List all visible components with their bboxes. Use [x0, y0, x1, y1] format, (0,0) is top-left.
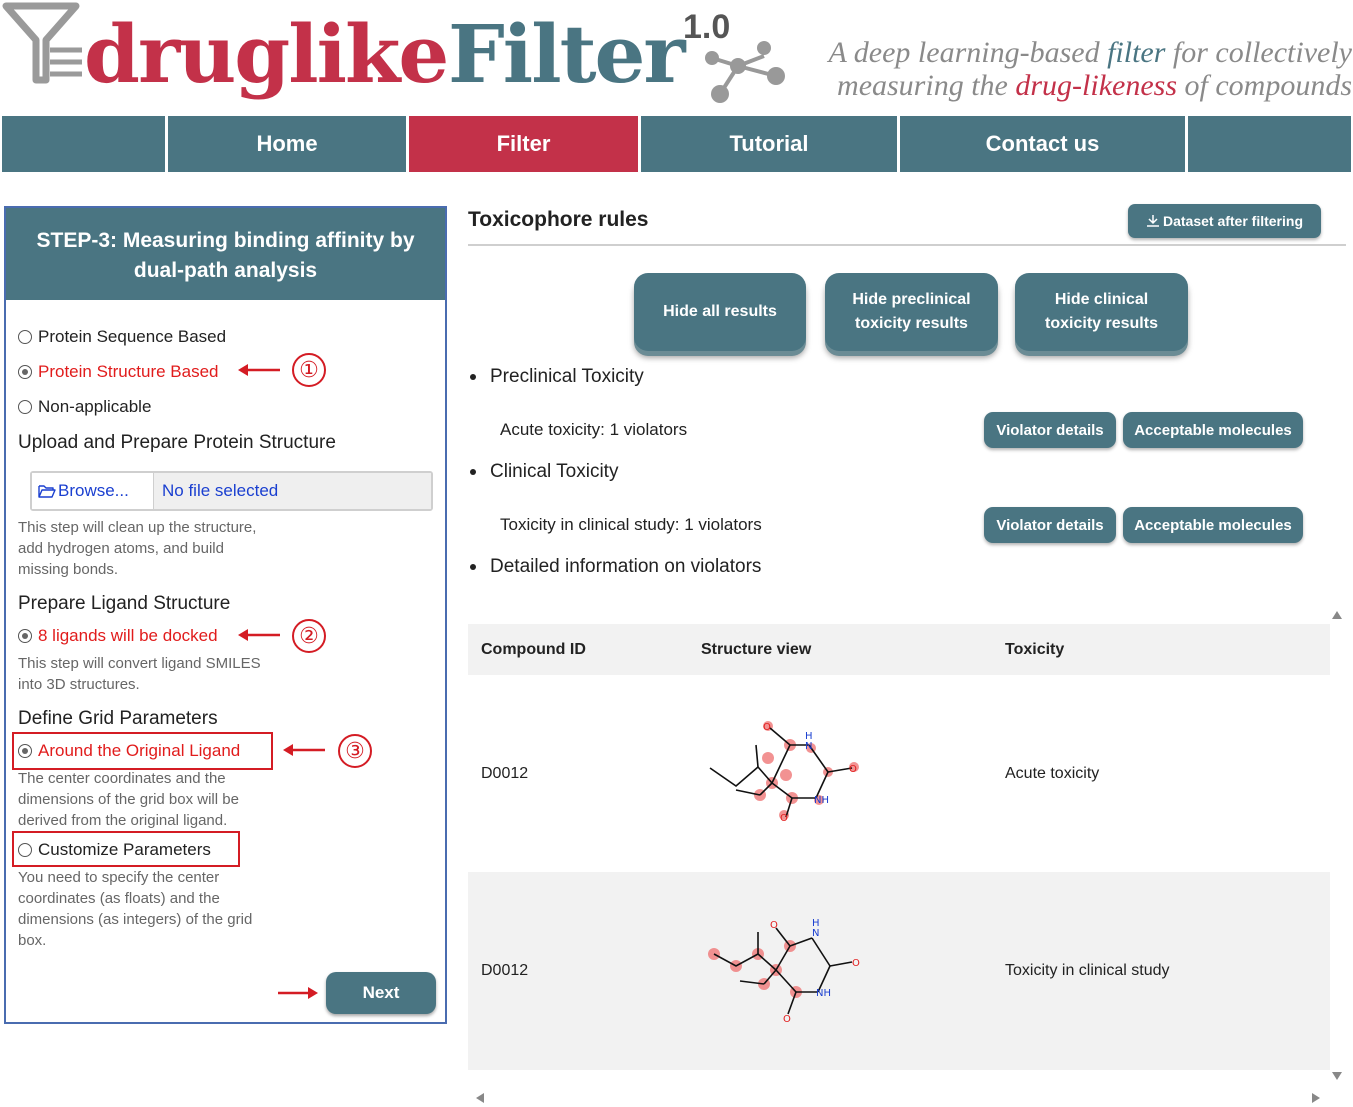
button-line: Hide preclinical: [852, 291, 971, 308]
atom-label: O: [770, 920, 778, 931]
radio-button[interactable]: [18, 330, 32, 344]
help-line: dimensions (as integers) of the grid: [18, 911, 253, 928]
radio-button[interactable]: [18, 629, 32, 643]
column-header-structure: Structure view: [701, 641, 812, 658]
ligand-section-title: Prepare Ligand Structure: [18, 593, 231, 614]
annotation-arrow-next: [278, 985, 318, 1001]
preclinical-acceptable-molecules-button[interactable]: Acceptable molecules: [1123, 412, 1303, 448]
nav-tutorial[interactable]: Tutorial: [641, 116, 897, 172]
preclinical-violator-details-button[interactable]: Violator details: [984, 412, 1116, 448]
detail-heading: [468, 556, 761, 578]
tagline-drug-word: drug-likeness: [1015, 69, 1177, 102]
help-line: coordinates (as floats) and the: [18, 890, 220, 907]
button-line: toxicity results: [855, 315, 968, 332]
annotation-arrow-2: [238, 627, 282, 643]
bullet-label: Clinical Toxicity: [490, 461, 619, 482]
atom-label: O: [849, 764, 857, 775]
radio-protein-structure[interactable]: [18, 362, 218, 382]
atom-label: H: [812, 918, 820, 929]
step3-panel: [4, 206, 447, 1024]
help-line: This step will clean up the structure,: [18, 519, 257, 536]
bullet-label: Detailed information on violators: [490, 556, 762, 577]
clinical-result: Toxicity in clinical study: 1 violators: [500, 515, 762, 534]
preclinical-heading: [468, 366, 644, 388]
atom-label: N: [812, 928, 820, 939]
radio-label: Customize Parameters: [38, 840, 211, 859]
bullet-dot: [470, 469, 476, 475]
nav-home[interactable]: Home: [168, 116, 406, 172]
compound-id-cell: D0012: [481, 962, 529, 979]
browse-button[interactable]: [32, 473, 154, 509]
radio-non-applicable[interactable]: [18, 397, 151, 417]
table-header: [468, 624, 1330, 675]
column-header-compound-id: Compound ID: [481, 641, 586, 658]
atom-label: O: [852, 958, 860, 969]
logo-druglike-text: druglike: [84, 7, 448, 101]
help-line: missing bonds.: [18, 561, 119, 578]
help-line: This step will convert ligand SMILES: [18, 655, 261, 672]
atom-label: H: [805, 731, 813, 742]
tagline-part3: measuring the: [837, 69, 1008, 102]
help-line: The center coordinates and the: [18, 770, 226, 787]
browse-label: Browse...: [58, 481, 129, 500]
annotation-number-2: ②: [292, 619, 326, 653]
toxicity-cell: Acute toxicity: [1005, 765, 1100, 782]
upload-section-title: Upload and Prepare Protein Structure: [18, 432, 336, 453]
main-nav: [2, 116, 1351, 172]
bullet-label: Preclinical Toxicity: [490, 366, 644, 387]
table-row: [468, 675, 1330, 872]
radio-grid-custom[interactable]: [18, 840, 211, 860]
tagline-filter-word: filter: [1107, 36, 1166, 69]
help-line: dimensions of the grid box will be: [18, 791, 239, 808]
step3-title: STEP-3: Measuring binding affinity by dual-path analysis: [6, 208, 445, 300]
radio-protein-sequence[interactable]: [18, 327, 226, 347]
folder-open-icon: [38, 483, 56, 499]
logo-filter-text: Filter: [448, 7, 684, 101]
atom-label: NH: [814, 795, 829, 806]
tagline-part2: for collectively: [1172, 36, 1352, 69]
bullet-dot: [470, 564, 476, 570]
hide-all-results-button[interactable]: Hide all results: [634, 273, 806, 351]
scroll-right-icon[interactable]: [1312, 1093, 1320, 1103]
button-line: Hide clinical: [1054, 291, 1149, 308]
grid-custom-help-text: [18, 867, 252, 951]
column-header-toxicity: Toxicity: [1005, 641, 1065, 658]
site-header: [0, 0, 1353, 112]
radio-label: Protein Structure Based: [38, 362, 219, 381]
annotation-arrow-3: [283, 742, 327, 758]
atom-label: N: [805, 741, 813, 752]
nav-spacer-left: [2, 116, 165, 172]
button-line: toxicity results: [1045, 315, 1158, 332]
help-line: You need to specify the center: [18, 869, 220, 886]
nav-spacer-right: [1188, 116, 1351, 172]
annotation-number-1: ①: [292, 353, 326, 387]
radio-label: 8 ligands will be docked: [38, 626, 218, 645]
next-button[interactable]: Next: [326, 972, 436, 1014]
nav-contact[interactable]: Contact us: [900, 116, 1185, 172]
divider: [468, 244, 1346, 246]
ligand-help-text: [18, 653, 261, 695]
radio-ligands-docked[interactable]: [18, 626, 218, 646]
help-line: derived from the original ligand.: [18, 812, 228, 829]
annotation-arrow-1: [238, 362, 282, 378]
logo-version: 1.0: [683, 8, 731, 46]
atom-label: NH: [816, 988, 831, 999]
atom-label: O: [783, 1014, 791, 1024]
hide-clinical-button[interactable]: [1015, 273, 1188, 351]
molecule-structure-image: [706, 914, 866, 1024]
download-icon: [1146, 214, 1160, 228]
tagline-part4: of compounds: [1184, 69, 1352, 102]
violator-table: [468, 624, 1330, 1070]
bullet-dot: [470, 374, 476, 380]
annotation-number-3: ③: [338, 734, 372, 768]
table-row: [468, 872, 1330, 1070]
radio-label: Protein Sequence Based: [38, 327, 227, 346]
compound-id-cell: D0012: [481, 765, 529, 782]
radio-button[interactable]: [18, 400, 32, 414]
hide-preclinical-button[interactable]: [825, 273, 998, 351]
molecule-logo-icon: [698, 36, 790, 108]
upload-help-text: [18, 517, 256, 580]
toxicity-cell: Toxicity in clinical study: [1005, 962, 1170, 979]
atom-label: O: [780, 813, 788, 824]
radio-button[interactable]: [18, 744, 32, 758]
scroll-up-icon[interactable]: [1332, 611, 1342, 619]
radio-grid-original[interactable]: [18, 741, 240, 761]
nav-filter[interactable]: Filter: [409, 116, 638, 172]
radio-button[interactable]: [18, 365, 32, 379]
help-line: into 3D structures.: [18, 676, 140, 693]
radio-button[interactable]: [18, 843, 32, 857]
help-line: add hydrogen atoms, and build: [18, 540, 224, 557]
dataset-button-label: Dataset after filtering: [1162, 213, 1304, 229]
clinical-violator-details-button[interactable]: Violator details: [984, 507, 1116, 543]
help-line: box.: [18, 932, 47, 949]
radio-label: Around the Original Ligand: [38, 741, 241, 760]
clinical-heading: [468, 461, 618, 483]
radio-label: Non-applicable: [38, 397, 152, 416]
dataset-download-button[interactable]: [1128, 204, 1321, 238]
molecule-structure-image: [706, 715, 866, 825]
file-status: No file selected: [154, 473, 431, 509]
preclinical-result: Acute toxicity: 1 violators: [500, 420, 688, 439]
tagline-part1: A deep learning-based: [828, 36, 1100, 69]
grid-section-title: Define Grid Parameters: [18, 708, 218, 729]
funnel-logo-icon: [2, 2, 84, 86]
toxicophore-title: Toxicophore rules: [468, 208, 649, 231]
scroll-left-icon[interactable]: [476, 1093, 484, 1103]
tagline: [796, 36, 1352, 102]
grid-original-help-text: [18, 768, 239, 831]
scroll-down-icon[interactable]: [1332, 1072, 1342, 1080]
file-upload-field[interactable]: [30, 471, 433, 511]
atom-label: O: [763, 722, 771, 733]
clinical-acceptable-molecules-button[interactable]: Acceptable molecules: [1123, 507, 1303, 543]
